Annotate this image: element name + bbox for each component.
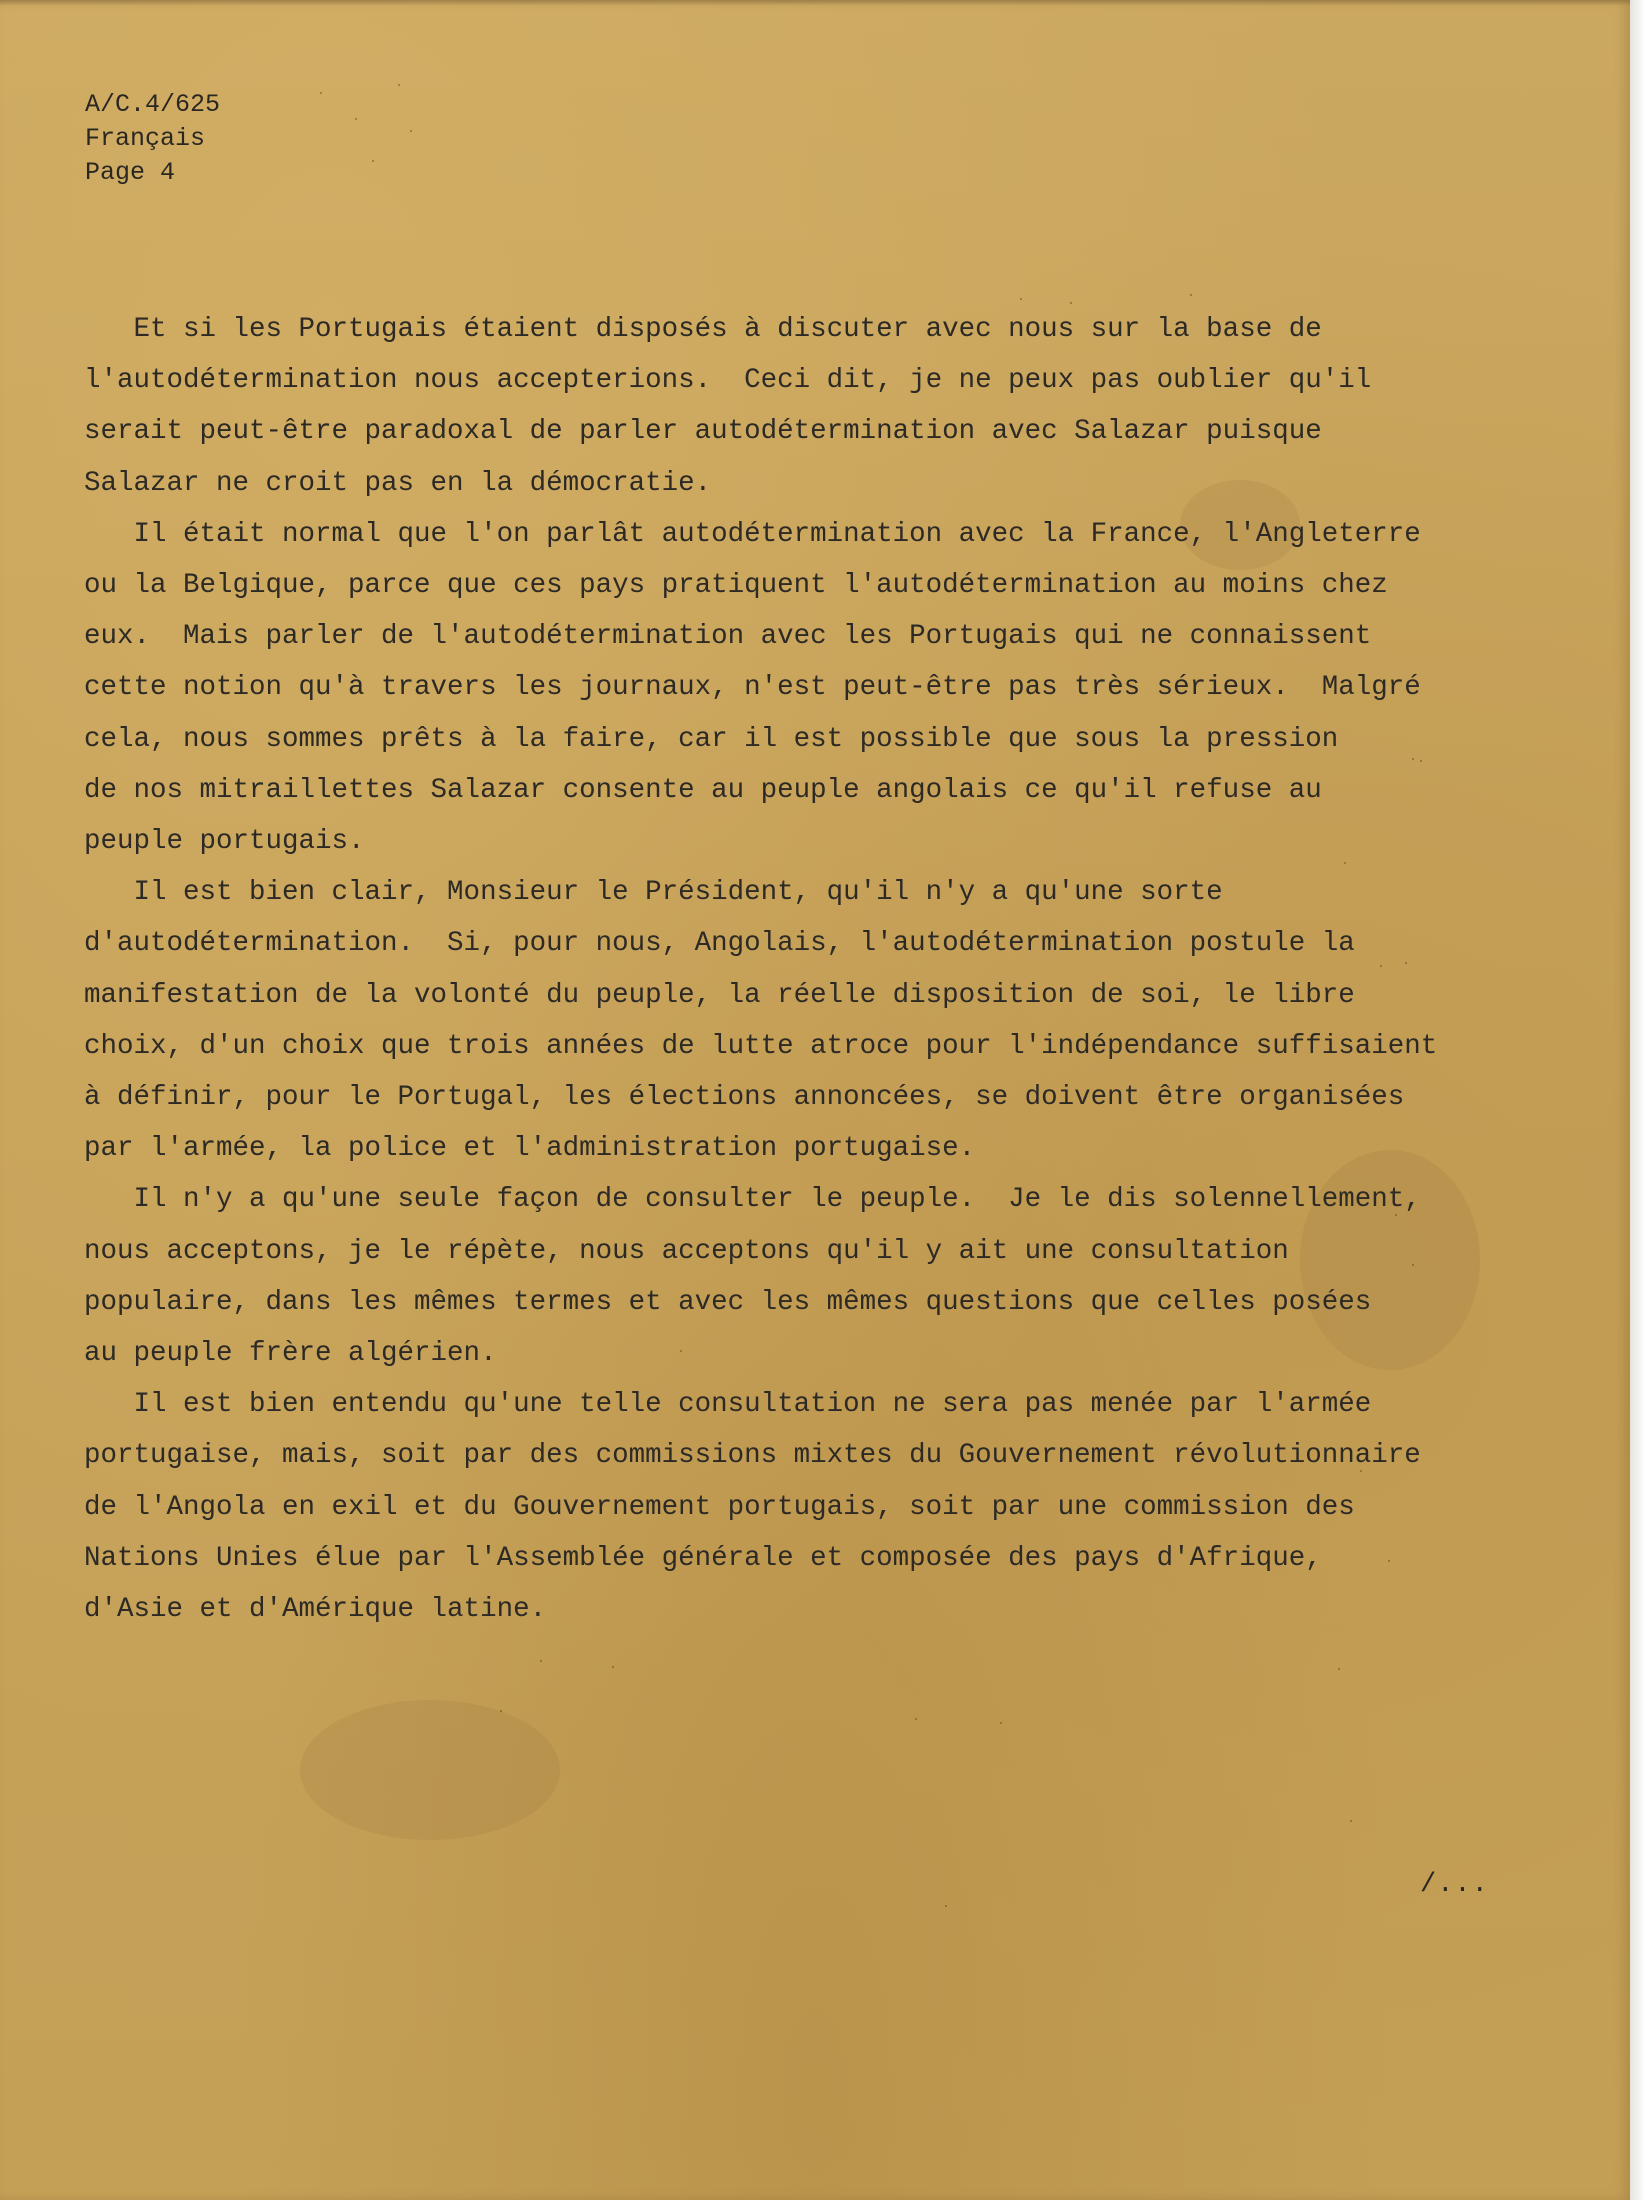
ink-speck xyxy=(410,130,412,132)
ink-speck xyxy=(1420,760,1422,762)
document-body xyxy=(84,304,1474,1635)
text-line: peuple portugais. xyxy=(84,826,365,858)
text-line: portugaise, mais, soit par des commissions mixtes du Gouvernement révolutionnaire xyxy=(84,1440,1421,1472)
ink-speck xyxy=(320,92,322,94)
ink-speck xyxy=(1395,1214,1397,1216)
continuation-mark: /... xyxy=(1420,1870,1489,1900)
ink-speck xyxy=(612,1666,614,1668)
text-line: à définir, pour le Portugal, les élections annoncées, se doivent être organisées xyxy=(84,1082,1405,1114)
document-symbol: A/C.4/625 xyxy=(85,90,221,119)
paper-stain xyxy=(300,1700,560,1840)
ink-speck xyxy=(540,1660,542,1662)
text-line: de nos mitraillettes Salazar consente au peuple angolais ce qu'il refuse au xyxy=(84,774,1322,806)
ink-speck xyxy=(1338,1668,1340,1670)
text-line: Nations Unies élue par l'Assemblée générale et composée des pays d'Afrique, xyxy=(84,1542,1322,1574)
text-line: d'Asie et d'Amérique latine. xyxy=(84,1594,547,1626)
ink-speck xyxy=(1412,1264,1414,1266)
ink-speck xyxy=(500,1710,502,1712)
ink-speck xyxy=(1405,962,1407,964)
text-line: serait peut-être paradoxal de parler autodétermination avec Salazar puisque xyxy=(84,416,1322,448)
ink-speck xyxy=(355,118,357,120)
ink-speck xyxy=(945,1905,947,1907)
text-line: Il est bien entendu qu'une telle consultation ne sera pas menée par l'armée xyxy=(84,1389,1372,1421)
page-number: Page 4 xyxy=(85,158,176,187)
text-line: Il n'y a qu'une seule façon de consulter le peuple. Je le dis solennellement, xyxy=(84,1184,1421,1216)
ink-speck xyxy=(915,1718,917,1720)
ink-speck xyxy=(1000,1722,1002,1724)
ink-speck xyxy=(1412,758,1414,760)
ink-speck xyxy=(398,84,400,86)
text-line: choix, d'un choix que trois années de lutte atroce pour l'indépendance suffisaient xyxy=(84,1030,1438,1062)
text-line: eux. Mais parler de l'autodétermination avec les Portugais qui ne connaissent xyxy=(84,621,1372,653)
text-line: par l'armée, la police et l'administration portugaise. xyxy=(84,1133,976,1165)
ink-speck xyxy=(1380,965,1382,967)
ink-speck xyxy=(680,1350,682,1352)
text-line: Il était normal que l'on parlât autodétermination avec la France, l'Angleterre xyxy=(84,518,1421,550)
document-header xyxy=(85,88,220,190)
ink-speck xyxy=(1360,1470,1362,1472)
text-line: cette notion qu'à travers les journaux, n'est peut-être pas très sérieux. Malgré xyxy=(84,672,1421,704)
text-line: l'autodétermination nous accepterions. Ceci dit, je ne peux pas oublier qu'il xyxy=(84,365,1372,397)
document-language: Français xyxy=(85,124,206,153)
text-line: Il est bien clair, Monsieur le Président, qu'il n'y a qu'une sorte xyxy=(84,877,1223,909)
ink-speck xyxy=(1190,294,1192,296)
text-line: Et si les Portugais étaient disposés à discuter avec nous sur la base de xyxy=(84,314,1322,345)
text-line: d'autodétermination. Si, pour nous, Angolais, l'autodétermination postule la xyxy=(84,928,1355,960)
text-line: Salazar ne croit pas en la démocratie. xyxy=(84,467,712,499)
text-line: ou la Belgique, parce que ces pays pratiquent l'autodétermination au moins chez xyxy=(84,570,1388,602)
text-line: manifestation de la volonté du peuple, la réelle disposition de soi, le libre xyxy=(84,979,1355,1011)
ink-speck xyxy=(1350,1820,1352,1822)
ink-speck xyxy=(372,160,374,162)
ink-speck xyxy=(1344,862,1346,864)
text-line: au peuple frère algérien. xyxy=(84,1338,497,1370)
page-top-edge xyxy=(0,0,1630,6)
ink-speck xyxy=(1020,298,1022,300)
text-line: de l'Angola en exil et du Gouvernement portugais, soit par une commission des xyxy=(84,1491,1355,1523)
text-line: populaire, dans les mêmes termes et avec les mêmes questions que celles posées xyxy=(84,1286,1372,1318)
text-line: cela, nous sommes prêts à la faire, car il est possible que sous la pression xyxy=(84,723,1339,755)
page-right-edge xyxy=(1630,0,1643,2200)
ink-speck xyxy=(1388,1560,1390,1562)
text-line: nous acceptons, je le répète, nous acceptons qu'il y ait une consultation xyxy=(84,1235,1289,1267)
ink-speck xyxy=(1070,302,1072,304)
